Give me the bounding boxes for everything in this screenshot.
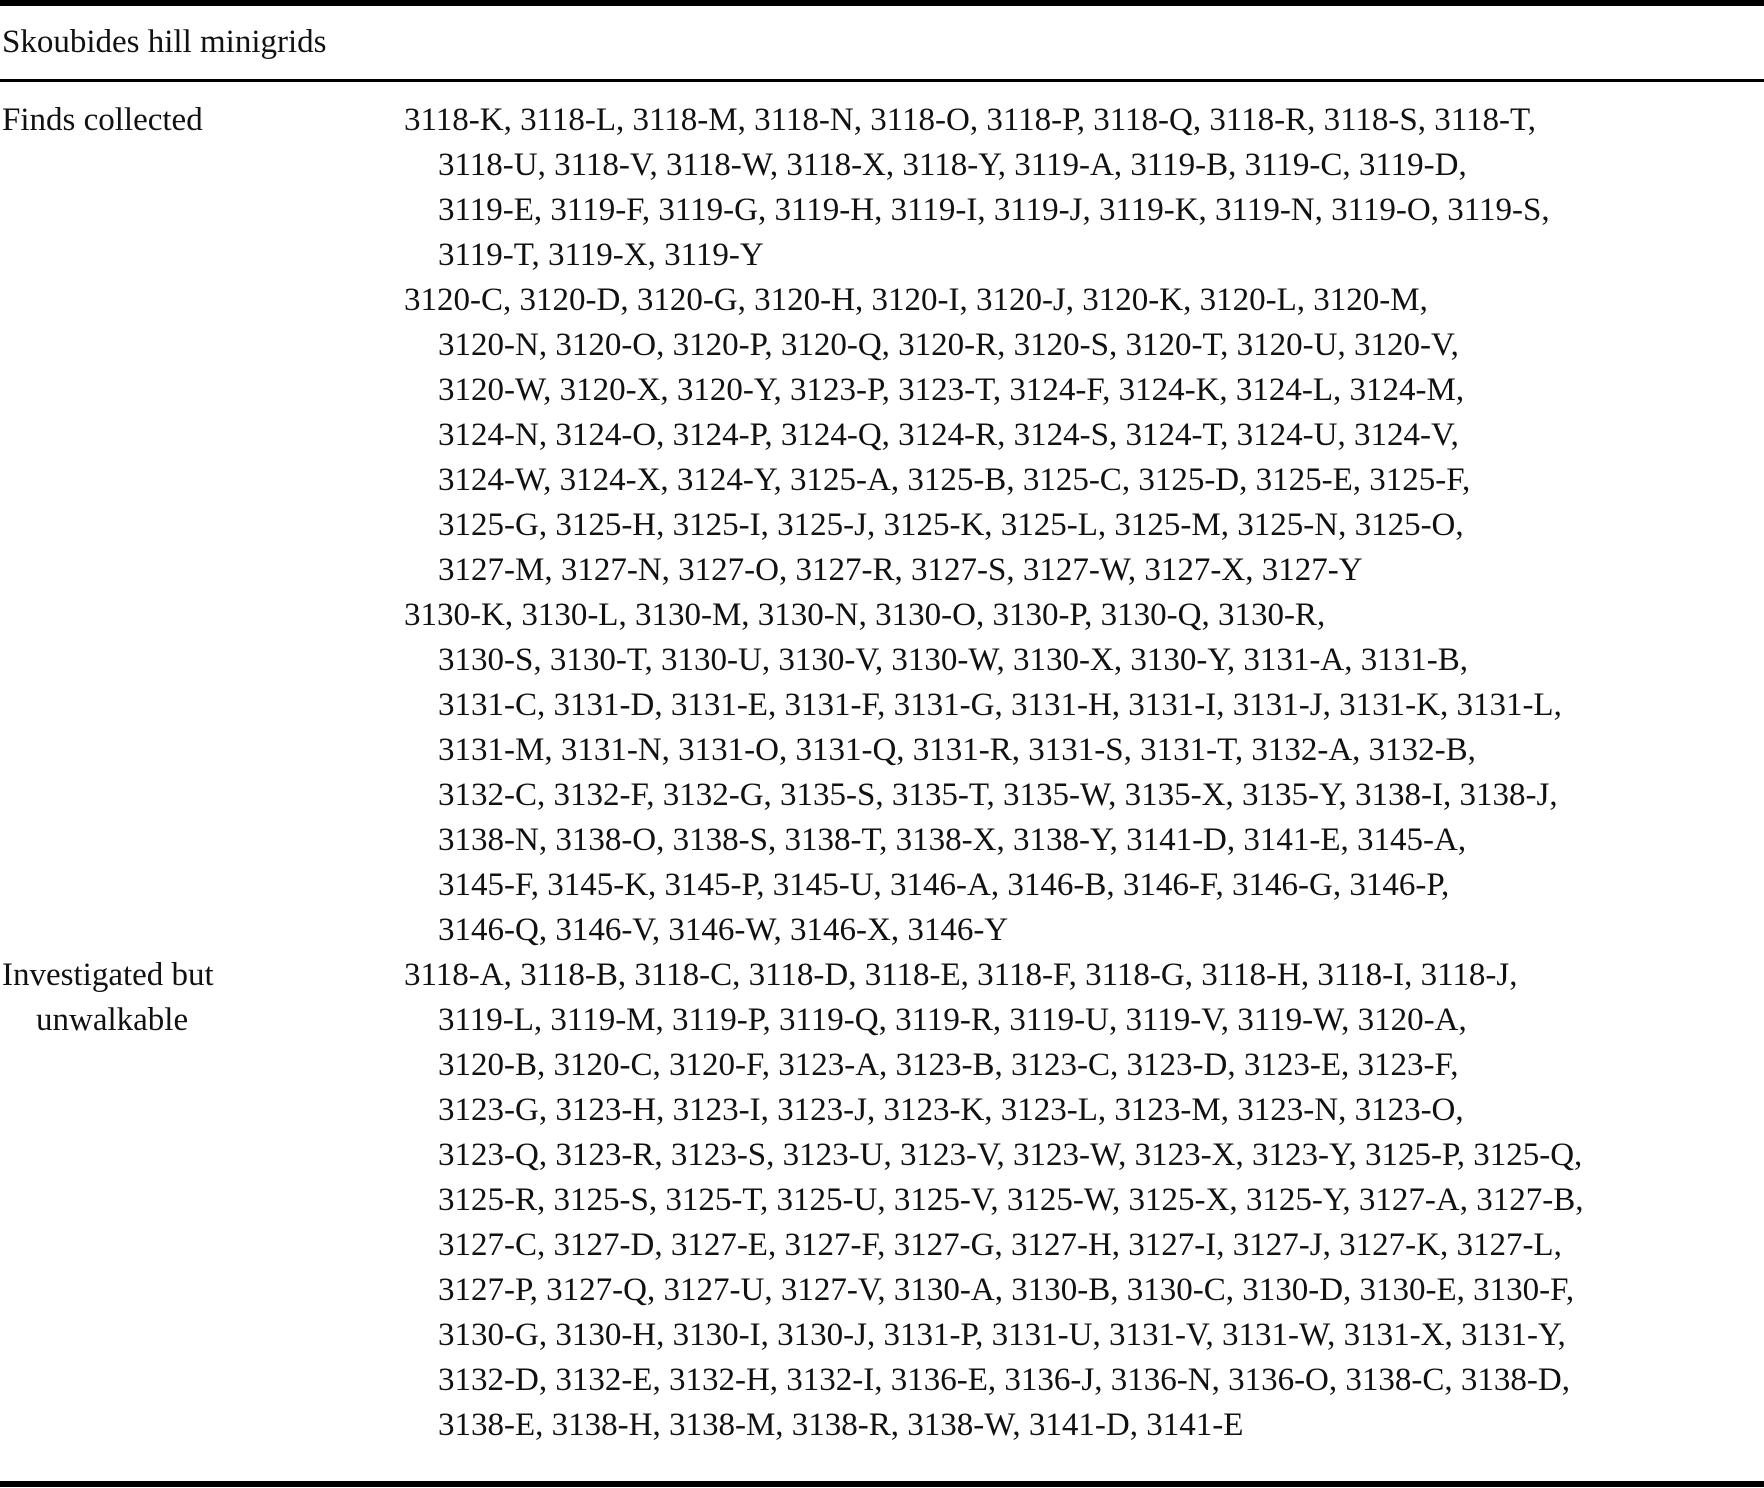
value-line: 3120-B, 3120-C, 3120-F, 3123-A, 3123-B, 3123-C, 3123-D, 3123-E, 3123-F, [438,1047,1459,1083]
value-line: 3127-C, 3127-D, 3127-E, 3127-F, 3127-G, 3127-H, 3127-I, 3127-J, 3127-K, 3127-L, [438,1227,1562,1263]
row-label-text: Investigated but [2,957,214,993]
value-line: 3138-N, 3138-O, 3138-S, 3138-T, 3138-X, 3138-Y, 3141-D, 3141-E, 3145-A, [438,822,1467,858]
value-line: 3130-S, 3130-T, 3130-U, 3130-V, 3130-W, 3130-X, 3130-Y, 3131-A, 3131-B, [438,642,1468,678]
row-label [2,98,203,143]
value-line: 3120-C, 3120-D, 3120-G, 3120-H, 3120-I, 3120-J, 3120-K, 3120-L, 3120-M, [404,282,1428,318]
value-group [404,593,1764,953]
value-group [404,278,1764,593]
table-top-rule [0,0,1764,6]
value-line: 3132-C, 3132-F, 3132-G, 3135-S, 3135-T, 3135-W, 3135-X, 3135-Y, 3138-I, 3138-J, [438,777,1558,813]
value-line: 3132-D, 3132-E, 3132-H, 3132-I, 3136-E, 3136-J, 3136-N, 3136-O, 3138-C, 3138-D, [438,1362,1570,1398]
row-label [2,953,214,1043]
value-line: 3131-M, 3131-N, 3131-O, 3131-Q, 3131-R, 3131-S, 3131-T, 3132-A, 3132-B, [438,732,1476,768]
value-line: 3120-W, 3120-X, 3120-Y, 3123-P, 3123-T, 3124-F, 3124-K, 3124-L, 3124-M, [438,372,1465,408]
value-line: 3124-N, 3124-O, 3124-P, 3124-Q, 3124-R, 3124-S, 3124-T, 3124-U, 3124-V, [438,417,1459,453]
row-values [404,953,1764,1448]
value-line: 3123-Q, 3123-R, 3123-S, 3123-U, 3123-V, 3123-W, 3123-X, 3123-Y, 3125-P, 3125-Q, [438,1137,1583,1173]
value-line: 3145-F, 3145-K, 3145-P, 3145-U, 3146-A, 3146-B, 3146-F, 3146-G, 3146-P, [438,867,1450,903]
value-line: 3120-N, 3120-O, 3120-P, 3120-Q, 3120-R, 3120-S, 3120-T, 3120-U, 3120-V, [438,327,1459,363]
table-bottom-rule [0,1481,1764,1487]
table-header-rule [0,79,1764,82]
value-line: 3138-E, 3138-H, 3138-M, 3138-R, 3138-W, 3141-D, 3141-E [438,1407,1244,1443]
value-line: 3118-A, 3118-B, 3118-C, 3118-D, 3118-E, 3118-F, 3118-G, 3118-H, 3118-I, 3118-J, [404,957,1518,993]
value-group [404,98,1764,278]
value-line: 3118-K, 3118-L, 3118-M, 3118-N, 3118-O, 3118-P, 3118-Q, 3118-R, 3118-S, 3118-T, [404,102,1536,138]
value-line: 3119-E, 3119-F, 3119-G, 3119-H, 3119-I, 3119-J, 3119-K, 3119-N, 3119-O, 3119-S, [438,192,1550,228]
value-line: 3123-G, 3123-H, 3123-I, 3123-J, 3123-K, 3123-L, 3123-M, 3123-N, 3123-O, [438,1092,1464,1128]
value-group [404,953,1764,1448]
value-line: 3119-L, 3119-M, 3119-P, 3119-Q, 3119-R, 3119-U, 3119-V, 3119-W, 3120-A, [438,1002,1467,1038]
row-values [404,98,1764,953]
value-line: 3125-G, 3125-H, 3125-I, 3125-J, 3125-K, 3125-L, 3125-M, 3125-N, 3125-O, [438,507,1464,543]
value-line: 3125-R, 3125-S, 3125-T, 3125-U, 3125-V, 3125-W, 3125-X, 3125-Y, 3127-A, 3127-B, [438,1182,1584,1218]
value-line: 3131-C, 3131-D, 3131-E, 3131-F, 3131-G, 3131-H, 3131-I, 3131-J, 3131-K, 3131-L, [438,687,1562,723]
value-line: 3127-M, 3127-N, 3127-O, 3127-R, 3127-S, 3127-W, 3127-X, 3127-Y [438,552,1363,588]
value-line: 3118-U, 3118-V, 3118-W, 3118-X, 3118-Y, 3119-A, 3119-B, 3119-C, 3119-D, [438,147,1467,183]
value-line: 3124-W, 3124-X, 3124-Y, 3125-A, 3125-B, 3125-C, 3125-D, 3125-E, 3125-F, [438,462,1471,498]
value-line: 3119-T, 3119-X, 3119-Y [438,237,764,273]
value-line: 3127-P, 3127-Q, 3127-U, 3127-V, 3130-A, 3130-B, 3130-C, 3130-D, 3130-E, 3130-F, [438,1272,1575,1308]
row-label-text: Finds collected [2,102,203,138]
value-line: 3130-K, 3130-L, 3130-M, 3130-N, 3130-O, 3130-P, 3130-Q, 3130-R, [404,597,1326,633]
row-label-continuation: unwalkable [36,1002,189,1038]
value-line: 3130-G, 3130-H, 3130-I, 3130-J, 3131-P, 3131-U, 3131-V, 3131-W, 3131-X, 3131-Y, [438,1317,1566,1353]
table-title: Skoubides hill minigrids [2,24,327,60]
value-line: 3146-Q, 3146-V, 3146-W, 3146-X, 3146-Y [438,912,1009,948]
